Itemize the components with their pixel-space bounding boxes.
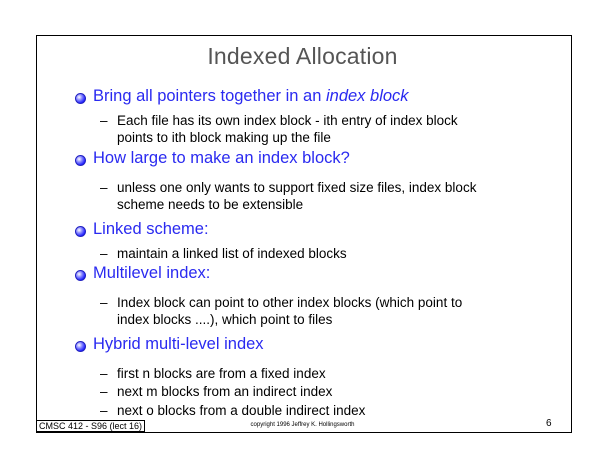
sub-bullet-line: next m blocks from an indirect index bbox=[117, 384, 333, 399]
sub-bullet-5-3 bbox=[100, 402, 365, 419]
dash-marker: – bbox=[100, 384, 108, 399]
bullet-1-emphasis: index block bbox=[325, 87, 409, 105]
sub-bullet-line: first n blocks are from a fixed index bbox=[117, 366, 326, 381]
sub-bullet-continuation: index blocks ....), which point to files bbox=[117, 312, 333, 327]
footer-copyright: copyright 1996 Jeffrey K. Hollingsworth bbox=[250, 422, 355, 428]
dash-marker: – bbox=[100, 180, 108, 195]
sub-bullet-line: Index block can point to other index blocks (which point to bbox=[117, 295, 463, 310]
dash-marker: – bbox=[100, 246, 108, 261]
bullet-icon bbox=[75, 226, 86, 237]
sub-bullet-continuation: points to ith block making up the file bbox=[117, 130, 331, 145]
slide-title: Indexed Allocation bbox=[207, 43, 398, 69]
dash-marker: – bbox=[100, 113, 108, 128]
sub-bullet-line: maintain a linked list of indexed blocks bbox=[117, 246, 347, 261]
sub-bullet-line: next o blocks from a double indirect index bbox=[117, 403, 366, 418]
bullet-icon bbox=[75, 341, 86, 352]
bullet-1-text bbox=[93, 87, 409, 106]
sub-bullet-2-1 bbox=[100, 179, 476, 213]
bullet-2-text: How large to make an index block? bbox=[93, 149, 350, 167]
sub-bullet-5-2 bbox=[100, 383, 332, 400]
bullet-4-text: Multilevel index: bbox=[93, 264, 211, 282]
bullet-icon bbox=[75, 93, 86, 104]
sub-bullet-continuation: scheme needs to be extensible bbox=[117, 197, 304, 212]
sub-bullet-line: unless one only wants to support fixed size files, index block bbox=[117, 180, 477, 195]
page-number: 6 bbox=[546, 418, 552, 429]
sub-bullet-4-1 bbox=[100, 294, 462, 328]
dash-marker: – bbox=[100, 403, 108, 418]
sub-bullet-5-1 bbox=[100, 365, 326, 382]
sub-bullet-3-1 bbox=[100, 245, 347, 262]
sub-bullet-line: Each file has its own index block - ith entry of index block bbox=[117, 113, 458, 128]
bullet-icon bbox=[75, 270, 86, 281]
bullet-icon bbox=[75, 155, 86, 166]
bullet-5-text: Hybrid multi-level index bbox=[93, 335, 264, 353]
dash-marker: – bbox=[100, 295, 108, 310]
sub-bullet-1-1 bbox=[100, 112, 458, 146]
bullet-1-pre: Bring all pointers together in an bbox=[93, 87, 326, 105]
footer-course-label: CMSC 412 - S96 (lect 16) bbox=[36, 420, 145, 432]
dash-marker: – bbox=[100, 366, 108, 381]
bullet-3-text: Linked scheme: bbox=[93, 220, 209, 238]
